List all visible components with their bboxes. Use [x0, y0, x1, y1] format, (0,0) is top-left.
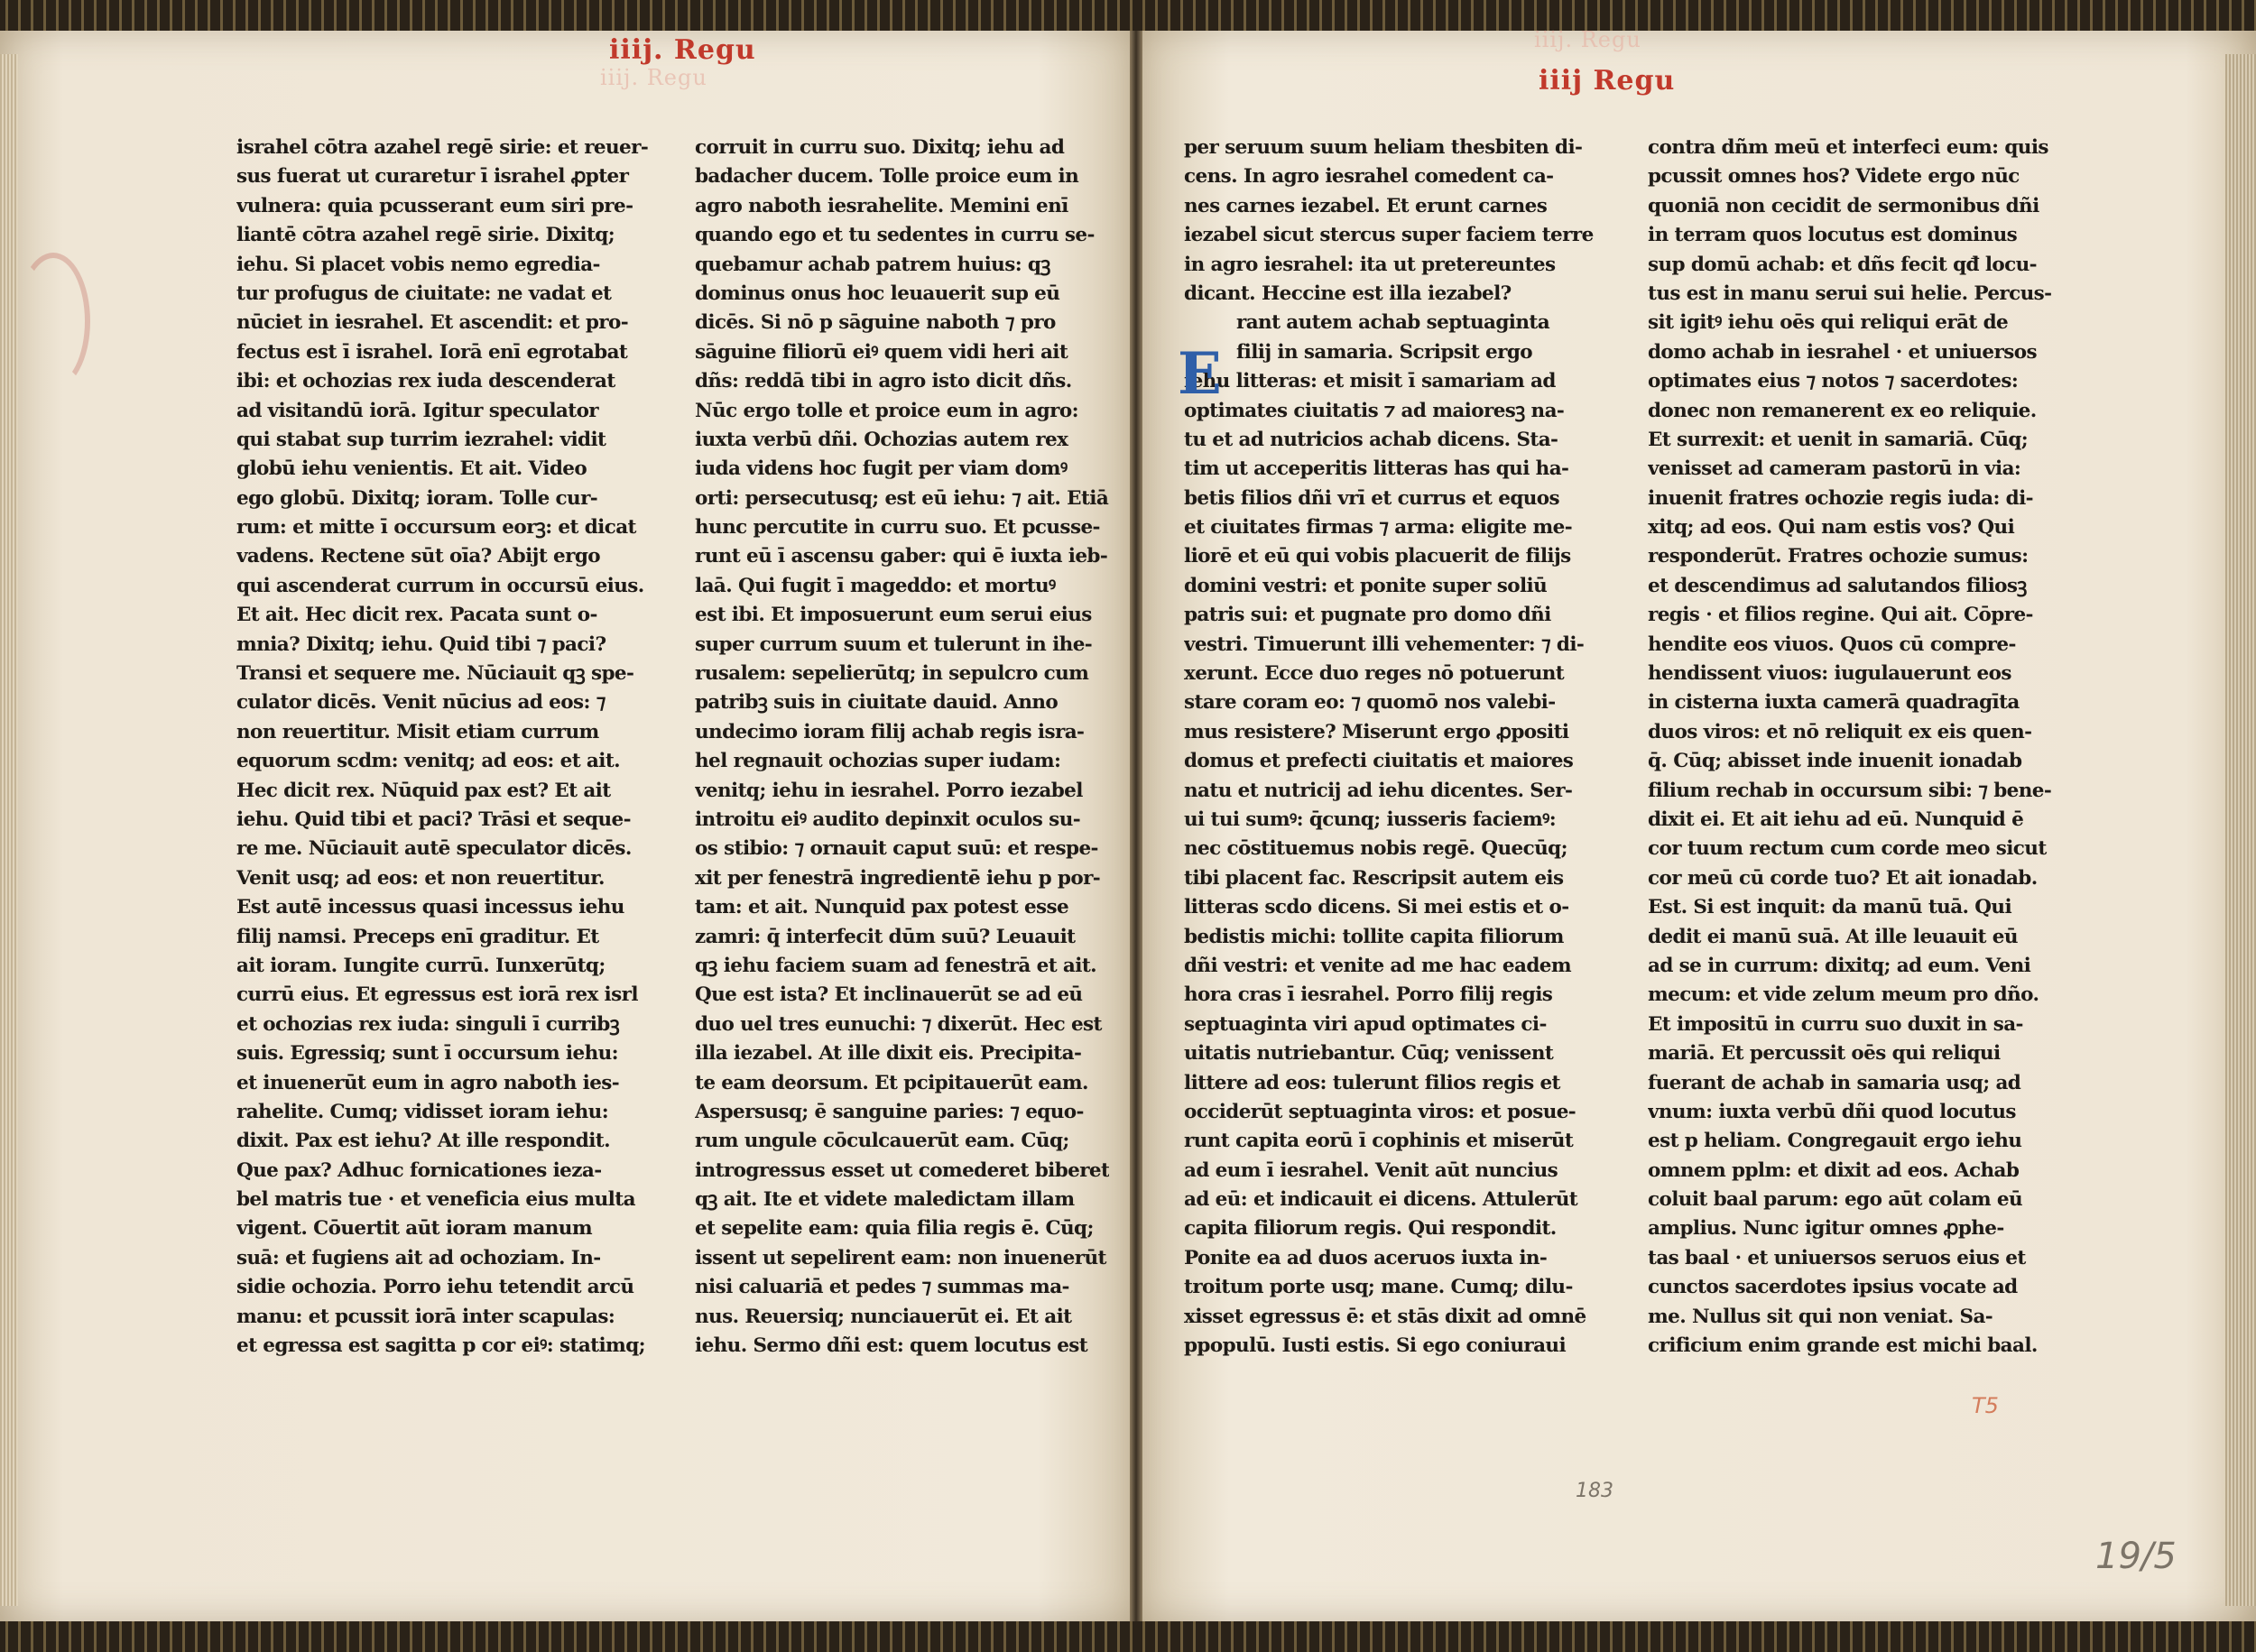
- page-edges-right: [2225, 54, 2256, 1606]
- text-line: domini vestri: et ponite super soliū: [1184, 574, 1548, 597]
- text-line: xisset egressus ē: et stās dixit ad omnē: [1184, 1305, 1586, 1328]
- text-line: in cisterna iuxta camerā quadragīta: [1648, 691, 2020, 715]
- pencil-folio-number: 183: [1576, 1480, 1613, 1502]
- text-line: est p heliam. Congregauit ergo iehu: [1648, 1130, 2022, 1153]
- text-line: introitu eiꝰ audito depinxit oculos su-: [695, 808, 1081, 831]
- text-line: manu: et pcussit iorā inter scapulas:: [236, 1305, 615, 1328]
- text-line: Et impositū in curru suo duxit in sa-: [1648, 1012, 2023, 1036]
- text-line: qꝫ ait. Ite et videte maledictam illam: [695, 1188, 1075, 1212]
- binding-border-top: [0, 0, 2256, 31]
- text-line: super currum suum et tulerunt in ihe-: [695, 632, 1093, 656]
- text-line: orti: persecutusq; est eū iehu: ⁊ ait. Etiā: [695, 486, 1109, 510]
- text-line: vulnera: quia pcusserant eum siri pre-: [236, 194, 633, 217]
- text-line: duo uel tres eunuchi: ⁊ dixerūt. Hec est: [695, 1012, 1102, 1036]
- text-line: israhel cōtra azahel regē sirie: et reuer-: [236, 136, 649, 159]
- text-line: tim ut acceperitis litteras has qui ha-: [1184, 457, 1569, 481]
- text-line: quebamur achab patrem huius: qꝫ: [695, 253, 1050, 276]
- text-column-4: [1648, 134, 2052, 1361]
- text-line: et egressa est sagitta p cor eiꝰ: statimq;: [236, 1334, 645, 1358]
- text-line: et ochozias rex iuda: singuli ī curribꝫ: [236, 1012, 620, 1036]
- text-line: Transi et sequere me. Nūciauit qꝫ spe-: [236, 662, 634, 686]
- text-line: betis filios dñi vrī et currus et equos: [1184, 486, 1560, 510]
- text-column-2: [695, 134, 1109, 1361]
- book-gutter: [1130, 31, 1142, 1621]
- text-line: vnum: iuxta verbū dñi quod locutus: [1648, 1100, 2016, 1123]
- text-line: rusalem: sepelierūtq; in sepulcro cum: [695, 662, 1089, 686]
- text-line: amplius. Nunc igitur omnes ꝓphe-: [1648, 1217, 2004, 1241]
- text-line: Que est ista? Et inclinauerūt se ad eū: [695, 983, 1083, 1007]
- text-line: Que pax? Adhuc fornicationes ieza-: [236, 1158, 602, 1182]
- text-line: agro naboth iesrahelite. Memini enī: [695, 194, 1068, 217]
- text-line: tas baal · et uniuersos seruos eius et: [1648, 1246, 2026, 1269]
- text-line: vigent. Cōuertit aūt ioram manum: [236, 1217, 592, 1241]
- text-line: rant autem achab septuaginta: [1236, 311, 1550, 335]
- text-line: tam: et ait. Nunquid pax potest esse: [695, 896, 1069, 919]
- text-line: culator dicēs. Venit nūcius ad eos: ⁊: [236, 691, 606, 715]
- text-line: dedit ei manū suā. At ille leuauit eū: [1648, 925, 2018, 948]
- pencil-date-note: 19/5: [2095, 1536, 2177, 1577]
- illuminated-initial: E: [1178, 340, 1222, 408]
- text-line: per seruum suum heliam thesbiten di-: [1184, 136, 1583, 159]
- text-line: vestri. Timuerunt illi vehementer: ⁊ di-: [1184, 632, 1585, 656]
- text-line: uitatis nutriebantur. Cūq; venissent: [1184, 1042, 1554, 1066]
- text-line: bedistis michi: tollite capita filiorum: [1184, 925, 1564, 948]
- text-line: domus et prefecti ciuitatis et maiores: [1184, 750, 1574, 773]
- text-line: contra dñm meū et interfeci eum: quis: [1648, 136, 2048, 159]
- text-line: litteras scdo dicens. Si mei estis et o-: [1184, 896, 1569, 919]
- text-line: et ciuitates firmas ⁊ arma: eligite me-: [1184, 516, 1573, 540]
- running-head-left-ghost: iiij. Regu: [600, 65, 707, 90]
- text-line: occiderūt septuaginta viros: et posue-: [1184, 1100, 1576, 1123]
- text-line: venisset ad cameram pastorū in via:: [1648, 457, 2021, 481]
- text-line: quoniā non cecidit de sermonibus dñi: [1648, 194, 2039, 217]
- text-line: capita filiorum regis. Qui respondit.: [1184, 1217, 1557, 1241]
- text-line: Nūc ergo tolle et proice eum in agro:: [695, 399, 1078, 422]
- text-line: te eam deorsum. Et pcipitauerūt eam.: [695, 1071, 1088, 1094]
- text-line: non reuertitur. Misit etiam currum: [236, 720, 599, 743]
- text-line: crificium enim grande est michi baal.: [1648, 1334, 2038, 1358]
- text-line: nec cōstituemus nobis regē. Quecūq;: [1184, 837, 1567, 861]
- text-line: nes carnes iezabel. Et erunt carnes: [1184, 194, 1548, 217]
- text-line: Ponite ea ad duos aceruos iuxta in-: [1184, 1246, 1548, 1269]
- text-line: qui ascenderat currum in occursū eius.: [236, 574, 644, 597]
- red-stain-mark: [16, 253, 90, 390]
- text-line: et sepelite eam: quia filia regis ē. Cūq;: [695, 1217, 1094, 1241]
- text-line: rahelite. Cumq; vidisset ioram iehu:: [236, 1100, 609, 1123]
- text-line: mariā. Et percussit oēs qui reliqui: [1648, 1042, 2001, 1066]
- text-line: ego globū. Dixitq; ioram. Tolle cur-: [236, 486, 598, 510]
- running-head-right-ghost: iiij. Regu: [1534, 27, 1641, 52]
- text-line: Est autē incessus quasi incessus iehu: [236, 896, 624, 919]
- text-line: dixit. Pax est iehu? At ille respondit.: [236, 1130, 611, 1153]
- text-line: Aspersusq; ē sanguine paries: ⁊ equo-: [695, 1100, 1084, 1123]
- text-line: regis · et filios regine. Qui ait. Cōpre-: [1648, 604, 2033, 627]
- text-line: rum: et mitte ī occursum eorꝫ: et dicat: [236, 516, 636, 540]
- text-line: hel regnauit ochozias super iudam:: [695, 750, 1061, 773]
- text-line: troitum porte usq; mane. Cumq; dilu-: [1184, 1276, 1573, 1299]
- text-line: bel matris tue · et veneficia eius multa: [236, 1188, 635, 1212]
- text-line: Et ait. Hec dicit rex. Pacata sunt o-: [236, 604, 597, 627]
- text-line: runt capita eorū ī cophinis et miserūt: [1184, 1130, 1574, 1153]
- text-line: os stibio: ⁊ ornauit caput suū: et respe-: [695, 837, 1098, 861]
- text-line: dicēs. Si nō p sāguine naboth ⁊ pro: [695, 311, 1056, 335]
- text-line: suā: et fugiens ait ad ochoziam. In-: [236, 1246, 601, 1269]
- text-line: filium rechab in occursum sibi: ⁊ bene-: [1648, 779, 2052, 802]
- text-line: mecum: et vide zelum meum pro dño.: [1648, 983, 2039, 1007]
- text-line: globū iehu venientis. Et ait. Video: [236, 457, 587, 481]
- text-line: in agro iesrahel: ita ut pretereuntes: [1184, 253, 1556, 276]
- text-line: stare coram eo: ⁊ quomō nos valebi-: [1184, 691, 1556, 715]
- text-line: sāguine filiorū eiꝰ quem vidi heri ait: [695, 340, 1068, 364]
- text-line: filij in samaria. Scripsit ergo: [1236, 340, 1533, 364]
- text-line: me. Nullus sit qui non veniat. Sa-: [1648, 1305, 1993, 1328]
- text-line: tibi placent fac. Rescripsit autem eis: [1184, 866, 1564, 890]
- text-line: ibi: et ochozias rex iuda descenderat: [236, 370, 615, 393]
- text-line: mnia? Dixitq; iehu. Quid tibi ⁊ paci?: [236, 632, 606, 656]
- text-line: tus est in manu serui sui helie. Percus-: [1648, 281, 2052, 305]
- text-line: ad se in currum: dixitq; ad eum. Veni: [1648, 954, 2031, 977]
- text-line: nus. Reuersiq; nunciauerūt ei. Et ait: [695, 1305, 1072, 1328]
- text-line: septuaginta viri apud optimates ci-: [1184, 1012, 1547, 1036]
- text-line: duos viros: et nō reliquit ex eis quen-: [1648, 720, 2032, 743]
- text-line: ait ioram. Iungite currū. Iunxerūtq;: [236, 954, 606, 977]
- text-line: xit per fenestrā ingredientē iehu p por-: [695, 866, 1101, 890]
- text-column-1: [236, 134, 648, 1361]
- text-line: in terram quos locutus est dominus: [1648, 224, 2018, 247]
- text-line: nūciet in iesrahel. Et ascendit: et pro-: [236, 311, 629, 335]
- text-line: dominus onus hoc leuauerit sup eū: [695, 281, 1060, 305]
- text-line: iuda videns hoc fugit per viam domꝰ: [695, 457, 1068, 481]
- text-line: Est. Si est inquit: da manū tuā. Qui: [1648, 896, 2012, 919]
- text-line: pcussit omnes hos? Videte ergo nūc: [1648, 165, 2020, 189]
- text-line: cunctos sacerdotes ipsius vocate ad: [1648, 1276, 2018, 1299]
- text-line: qui stabat sup turrim iezrahel: vidit: [236, 428, 606, 451]
- text-line: quando ego et tu sedentes in curru se-: [695, 224, 1095, 247]
- text-line: Et surrexit: et uenit in samariā. Cūq;: [1648, 428, 2029, 451]
- text-line: inuenit fratres ochozie regis iuda: di-: [1648, 486, 2034, 510]
- text-line: xitq; ad eos. Qui nam estis vos? Qui: [1648, 516, 2015, 540]
- text-line: venitq; iehu in iesrahel. Porro iezabel: [695, 779, 1083, 802]
- text-line: iezabel sicut stercus super faciem terre: [1184, 224, 1594, 247]
- text-line: sidie ochozia. Porro iehu tetendit arcū: [236, 1276, 634, 1299]
- text-line: ppopulū. Iusti estis. Si ego coniuraui: [1184, 1334, 1567, 1358]
- text-line: sup domū achab: et dñs fecit qđ locu-: [1648, 253, 2037, 276]
- text-line: filij namsi. Preceps enī graditur. Et: [236, 925, 599, 948]
- text-line: patribꝫ suis in ciuitate dauid. Anno: [695, 691, 1059, 715]
- text-line: domo achab in iesrahel · et uniuersos: [1648, 340, 2037, 364]
- text-line: badacher ducem. Tolle proice eum in: [695, 165, 1079, 189]
- text-line: optimates eius ⁊ notos ⁊ sacerdotes:: [1648, 370, 2019, 393]
- text-line: Venit usq; ad eos: et non reuertitur.: [236, 866, 605, 890]
- text-line: ad eum ī iesrahel. Venit aūt nuncius: [1184, 1158, 1558, 1182]
- text-line: introgressus esset ut comederet biberet: [695, 1158, 1110, 1182]
- text-line: sit igitꝰ iehu oēs qui reliqui erāt de: [1648, 311, 2009, 335]
- text-line: issent ut sepelirent eam: non inuenerūt: [695, 1246, 1106, 1269]
- text-line: ad visitandū iorā. Igitur speculator: [236, 399, 599, 422]
- text-line: iehu. Quid tibi et paci? Trāsi et seque-: [236, 808, 631, 831]
- text-line: vadens. Rectene sūt oīa? Abijt ergo: [236, 545, 601, 568]
- text-line: Hec dicit rex. Nūquid pax est? Et ait: [236, 779, 611, 802]
- text-line: equorum scdm: venitq; ad eos: et ait.: [236, 750, 621, 773]
- text-line: iuxta verbū dñi. Ochozias autem rex: [695, 428, 1068, 451]
- text-line: tur profugus de ciuitate: ne vadat et: [236, 281, 612, 305]
- text-line: iehu litteras: et misit ī samariam ad: [1184, 370, 1556, 393]
- text-line: et inuenerūt eum in agro naboth ies-: [236, 1071, 620, 1094]
- text-line: responderūt. Fratres ochozie sumus:: [1648, 545, 2029, 568]
- page-edges-left: [0, 54, 18, 1606]
- text-line: iehu. Sermo dñi est: quem locutus est: [695, 1334, 1088, 1358]
- text-line: fuerant de achab in samaria usq; ad: [1648, 1071, 2021, 1094]
- text-line: donec non remanerent ex eo reliquie.: [1648, 399, 2037, 422]
- text-line: hendite eos viuos. Quos cū compre-: [1648, 632, 2016, 656]
- text-line: dicant. Heccine est illa iezabel?: [1184, 281, 1512, 305]
- text-line: cor tuum rectum cum corde meo sicut: [1648, 837, 2047, 861]
- running-head-left: iiij. Regu: [609, 34, 756, 66]
- text-line: currū eius. Et egressus est iorā rex isrl: [236, 983, 638, 1007]
- text-line: dñi vestri: et venite ad me hac eadem: [1184, 954, 1571, 977]
- text-line: illa iezabel. At ille dixit eis. Precipita-: [695, 1042, 1082, 1066]
- text-line: patris sui: et pugnate pro domo dñi: [1184, 604, 1551, 627]
- text-line: dñs: reddā tibi in agro isto dicit dñs.: [695, 370, 1072, 393]
- text-line: rum ungule cōculcauerūt eam. Cūq;: [695, 1130, 1069, 1153]
- text-line: laā. Qui fugit ī mageddo: et mortuꝰ: [695, 574, 1056, 597]
- text-line: iehu. Si placet vobis nemo egredia-: [236, 253, 600, 276]
- text-line: zamri: q̄ interfecit dūm suū? Leuauit: [695, 925, 1076, 948]
- text-line: est ibi. Et imposuerunt eum serui eius: [695, 604, 1092, 627]
- text-line: liorē et eū qui vobis placuerit de filijs: [1184, 545, 1571, 568]
- text-line: coluit baal parum: ego aūt colam eū: [1648, 1188, 2023, 1212]
- running-head-right: iiij Regu: [1539, 65, 1676, 97]
- text-line: littere ad eos: tulerunt filios regis et: [1184, 1071, 1560, 1094]
- text-line: xerunt. Ecce duo reges nō potuerunt: [1184, 662, 1565, 686]
- text-line: cens. In agro iesrahel comedent ca-: [1184, 165, 1554, 189]
- text-line: qꝫ iehu faciem suam ad fenestrā et ait.: [695, 954, 1097, 977]
- text-line: suis. Egressiq; sunt ī occursum iehu:: [236, 1042, 618, 1066]
- pencil-mark: T5: [1972, 1393, 1999, 1418]
- text-line: hora cras ī iesrahel. Porro filij regis: [1184, 983, 1553, 1007]
- text-line: liantē cōtra azahel regē sirie. Dixitq;: [236, 224, 615, 247]
- text-line: q̄. Cūq; abisset inde inuenit ionadab: [1648, 750, 2022, 773]
- text-line: dixit ei. Et ait iehu ad eū. Nunquid ē: [1648, 808, 2024, 831]
- text-line: fectus est ī israhel. Iorā enī egrotabat: [236, 340, 628, 364]
- text-line: mus resistere? Miserunt ergo ꝓpositi: [1184, 720, 1569, 743]
- text-line: cor meū cū corde tuo? Et ait ionadab.: [1648, 866, 2038, 890]
- text-line: et descendimus ad salutandos filiosꝫ: [1648, 574, 2027, 597]
- text-line: ad eū: et indicauit ei dicens. Attulerūt: [1184, 1188, 1578, 1212]
- text-column-3: [1184, 134, 1594, 1361]
- text-line: runt eū ī ascensu gaber: qui ē iuxta ieb-: [695, 545, 1108, 568]
- text-line: hendissent viuos: iugulauerunt eos: [1648, 662, 2011, 686]
- text-line: sus fuerat ut curaretur ī israhel ꝓpter: [236, 165, 629, 189]
- text-line: natu et nutricij ad iehu dicentes. Ser-: [1184, 779, 1573, 802]
- text-line: nisi caluariā et pedes ⁊ summas ma-: [695, 1276, 1069, 1299]
- text-line: corruit in curru suo. Dixitq; iehu ad: [695, 136, 1065, 159]
- text-line: re me. Nūciauit autē speculator dicēs.: [236, 837, 632, 861]
- binding-border-bottom: [0, 1621, 2256, 1652]
- text-line: omnem pplm: et dixit ad eos. Achab: [1648, 1158, 2020, 1182]
- text-line: ui tui sumꝰ: q̄cunq; iusseris faciemꝰ:: [1184, 808, 1557, 831]
- text-line: undecimo ioram filij achab regis isra-: [695, 720, 1085, 743]
- text-line: hunc percutite in curru suo. Et pcusse-: [695, 516, 1100, 540]
- text-line: optimates ciuitatis ⁊ ad maioresꝫ na-: [1184, 399, 1565, 422]
- text-line: tu et ad nutricios achab dicens. Sta-: [1184, 428, 1558, 451]
